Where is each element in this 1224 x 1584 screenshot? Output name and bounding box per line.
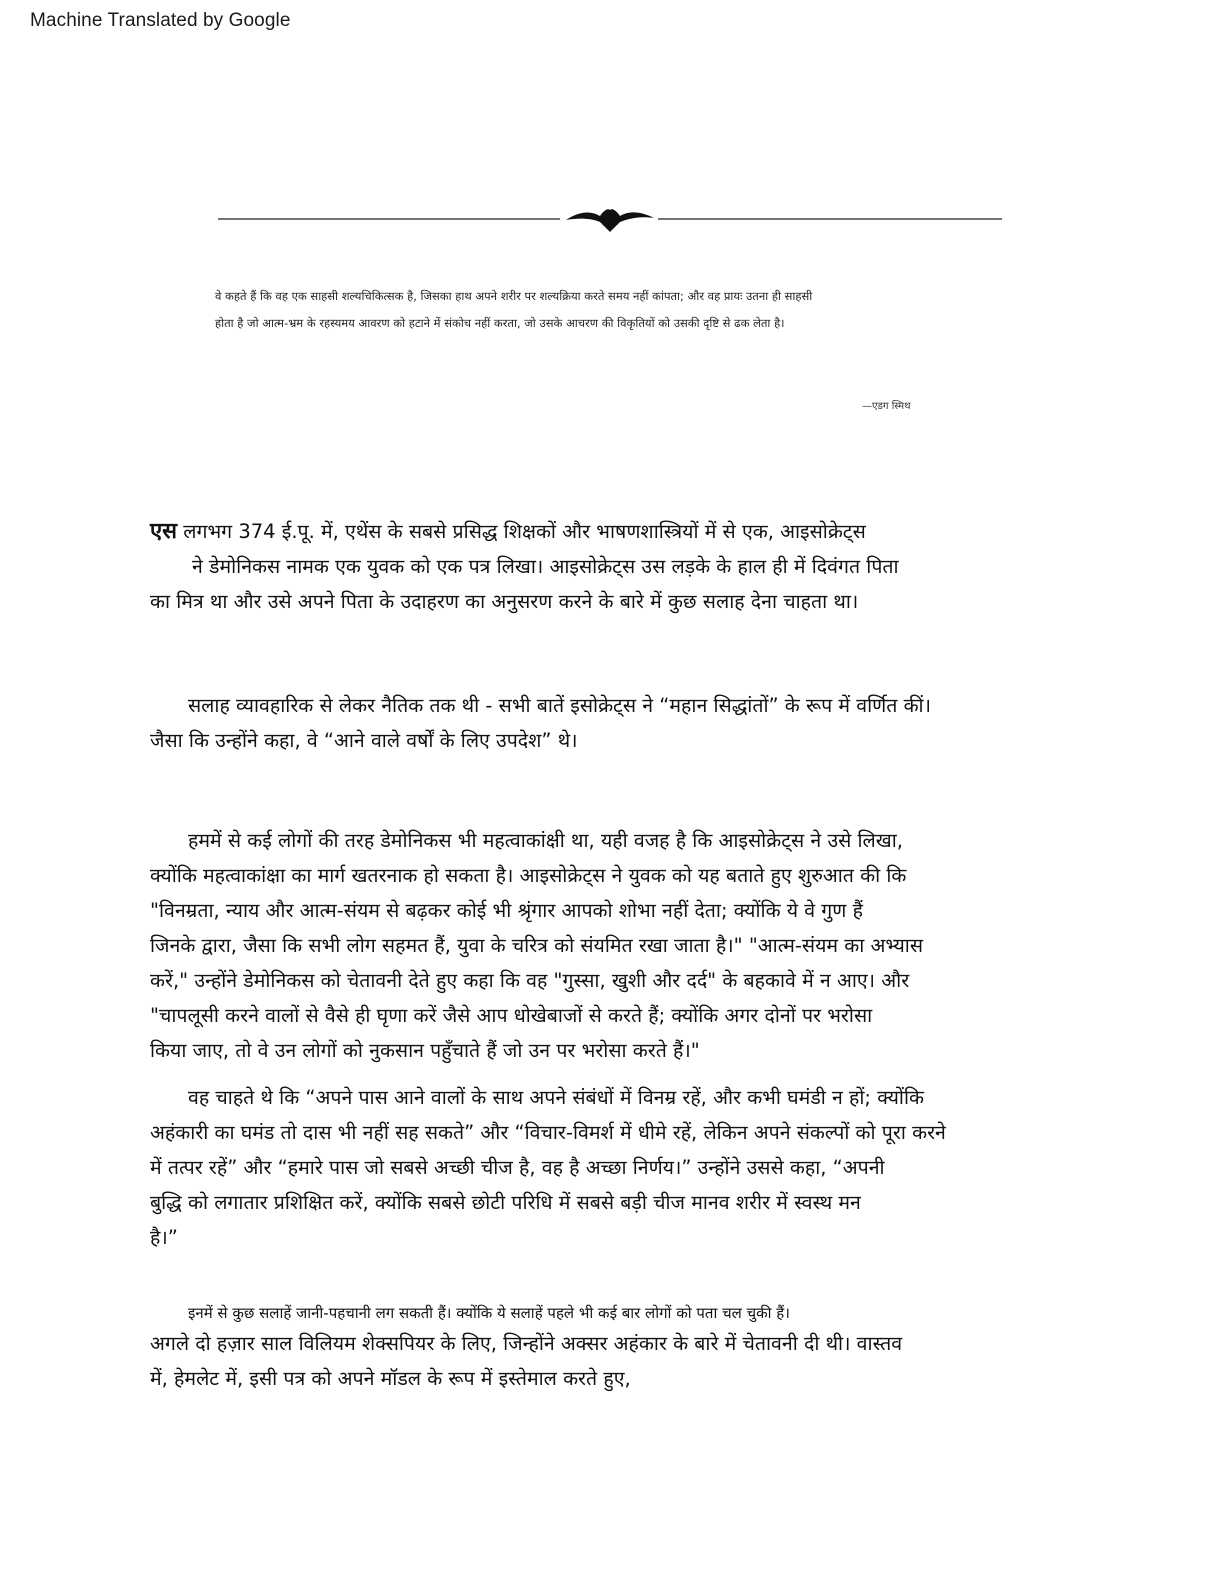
paragraph-line: हममें से कई लोगों की तरह डेमोनिकस भी महत्वाकांक्षी था, यही वजह है कि आइसोक्रेट्स ने उसे लिखा, bbox=[188, 829, 903, 852]
paragraph-line: सलाह व्यावहारिक से लेकर नैतिक तक थी - सभी बातें इसोक्रेट्स ने “महान सिद्धांतों” के रूप में वर्णित कीं। bbox=[188, 694, 931, 717]
paragraph-line: में, हेमलेट में, इसी पत्र को अपने मॉडल के रूप में इस्तेमाल करते हुए, bbox=[150, 1367, 631, 1390]
paragraph-line: जिनके द्वारा, जैसा कि सभी लोग सहमत हैं, युवा के चरित्र को संयमित रखा जाता है।" "आत्म-संयम का अभ्यास bbox=[150, 934, 924, 957]
epigraph bbox=[215, 283, 975, 337]
drop-cap: एस bbox=[150, 518, 178, 544]
opening-line-3: का मित्र था और उसे अपने पिता के उदाहरण का अनुसरण करने के बारे में कुछ सलाह देना चाहता था। bbox=[150, 590, 859, 613]
paragraph-line: जैसा कि उन्होंने कहा, वे “आने वाले वर्षों के लिए उपदेश” थे। bbox=[150, 729, 578, 752]
opening-line-2: ने डेमोनिकस नामक एक युवक को एक पत्र लिखा। आइसोक्रेट्स उस लड़के के हाल ही में दिवंगत पिता bbox=[192, 555, 899, 578]
machine-translation-banner: Machine Translated by Google bbox=[30, 10, 291, 31]
paragraph-line: अगले दो हज़ार साल विलियम शेक्सपियर के लिए, जिन्होंने अक्सर अहंकार के बारे में चेतावनी दी थी। वास्तव bbox=[150, 1332, 903, 1355]
paragraph-line: है।” bbox=[150, 1226, 178, 1249]
paragraph-line: इनमें से कुछ सलाहें जानी-पहचानी लग सकती हैं। क्योंकि ये सलाहें पहले भी कई बार लोगों को पता चल चुकी हैं। bbox=[188, 1304, 790, 1322]
paragraph-line: में तत्पर रहें” और “हमारे पास जो सबसे अच्छी चीज है, वह है अच्छा निर्णय।” उन्होंने उससे कहा, “अपनी bbox=[150, 1156, 885, 1179]
epigraph-line: होता है जो आत्म-भ्रम के रहस्यमय आवरण को हटाने में संकोच नहीं करता, जो उसके आचरण की विकृतियों को उसकी दृष्टि से ढक लेता है। bbox=[215, 316, 785, 330]
paragraph-line: वह चाहते थे कि “अपने पास आने वालों के साथ अपने संबंधों में विनम्र रहें, और कभी घमंडी न हों; क्योंकि bbox=[188, 1086, 925, 1109]
paragraph-line: बुद्धि को लगातार प्रशिक्षित करें, क्योंकि सबसे छोटी परिधि में सबसे बड़ी चीज मानव शरीर में स्वस्थ मन bbox=[150, 1191, 861, 1214]
epigraph-attribution: —एडग स्मिथ bbox=[862, 401, 911, 412]
paragraph-humility bbox=[150, 1080, 1030, 1255]
epigraph-line: वे कहते हैं कि वह एक साहसी शल्यचिकित्सक है, जिसका हाथ अपने शरीर पर शल्यक्रिया करते समय नहीं कांपता; और वह प्रायः उतना ही साहसी bbox=[215, 289, 813, 303]
paragraph-line: अहंकारी का घमंड तो दास भी नहीं सह सकते” और “विचार-विमर्श में धीमे रहें, लेकिन अपने संकल्पों को पूरा करने bbox=[150, 1121, 946, 1144]
paragraph-line: "चापलूसी करने वालों से वैसे ही घृणा करें जैसे आप धोखेबाजों से करते हैं; क्योंकि अगर दोनों पर भरोसा bbox=[150, 1004, 873, 1027]
paragraph-ambition bbox=[150, 823, 1030, 1068]
opening-paragraph bbox=[150, 514, 1030, 619]
opening-line-text: लगभग 374 ई.पू. में, एथेंस के सबसे प्रसिद्ध शिक्षकों और भाषणशास्त्रियों में से एक, आइसोक्रेट्स bbox=[183, 520, 866, 543]
paragraph-line: "विनम्रता, न्याय और आत्म-संयम से बढ़कर कोई भी श्रृंगार आपको शोभा नहीं देता; क्योंकि ये वे गुण हैं bbox=[150, 899, 863, 922]
divider-flourish-icon bbox=[566, 209, 654, 232]
paragraph-advice bbox=[150, 688, 1030, 758]
ornamental-divider bbox=[218, 200, 1002, 240]
paragraph-line: क्योंकि महत्वाकांक्षा का मार्ग खतरनाक हो सकता है। आइसोक्रेट्स ने युवक को यह बताते हुए शुरुआत की कि bbox=[150, 864, 907, 887]
opening-line-1 bbox=[150, 514, 1030, 549]
paragraph-line: करें," उन्होंने डेमोनिकस को चेतावनी देते हुए कहा कि वह "गुस्सा, खुशी और दर्द" के बहकावे में न आए। और bbox=[150, 969, 910, 992]
paragraph-line: किया जाए, तो वे उन लोगों को नुकसान पहुँचाते हैं जो उन पर भरोसा करते हैं।" bbox=[150, 1039, 700, 1062]
paragraph-shakespeare bbox=[150, 1300, 1030, 1396]
